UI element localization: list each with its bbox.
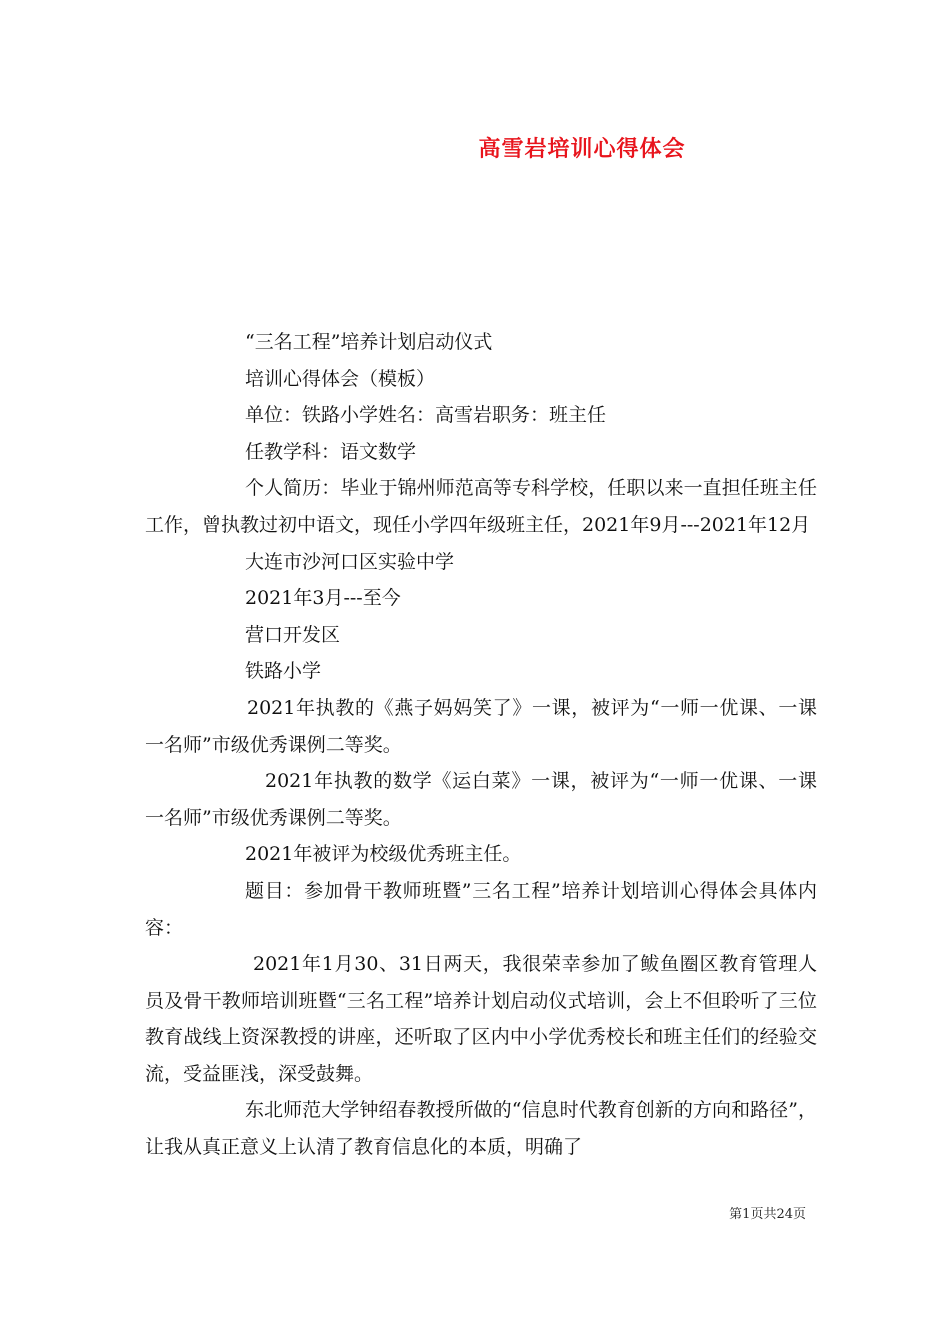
paragraph-award-teacher: 2021年被评为校级优秀班主任。 bbox=[245, 843, 522, 866]
paragraph-topic: 题目：参加骨干教师班暨”三名工程”培养计划培训心得体会具体内容： bbox=[145, 879, 817, 939]
page-number-footer: 第1页共24页 bbox=[729, 1207, 806, 1222]
paragraph-lecture-notes: 东北师范大学钟绍春教授所做的“信息时代教育创新的方向和路径”，让我从真正意义上认清了教育信息化的本质，明确了 bbox=[145, 1099, 817, 1159]
paragraph-railway-school: 铁路小学 bbox=[245, 660, 322, 683]
document-body bbox=[145, 324, 817, 1166]
paragraph-template-heading: 培训心得体会（模板） bbox=[245, 367, 436, 390]
paragraph-subjects: 任教学科：语文数学 bbox=[245, 440, 417, 463]
paragraph-training-content: 2021年1月30、31日两天，我很荣幸参加了鲅鱼圈区教育管理人员及骨干教师培训班暨“三名工程”培养计划启动仪式培训，会上不但聆听了三位教育战线上资深教授的讲座，还听取了区内中小学优秀校长和班主任们的经验交流，受益匪浅，深受鼓舞。 bbox=[145, 953, 817, 1085]
paragraph-school-dalian: 大连市沙河口区实验中学 bbox=[245, 550, 455, 573]
paragraph-unit-name-position: 单位：铁路小学姓名：高雪岩职务：班主任 bbox=[245, 404, 607, 427]
paragraph-yingkou: 营口开发区 bbox=[245, 623, 341, 646]
paragraph-date-range: 2021年3月---至今 bbox=[245, 587, 401, 610]
paragraph-award-math: 2021年执教的数学《运白菜》一课，被评为“一师一优课、一课一名师”市级优秀课例二等奖。 bbox=[145, 770, 817, 829]
paragraph-resume: 个人简历：毕业于锦州师范高等专科学校，任职以来一直担任班主任工作，曾执教过初中语文，现任小学四年级班主任，2021年9月---2021年12月 bbox=[145, 477, 817, 536]
paragraph-award-chinese: 2021年执教的《燕子妈妈笑了》一课，被评为“一师一优课、一课一名师”市级优秀课例二等奖。 bbox=[145, 696, 817, 756]
paragraph-ceremony-heading: “三名工程”培养计划启动仪式 bbox=[245, 331, 493, 353]
document-title: 高雪岩培训心得体会 bbox=[478, 136, 686, 162]
